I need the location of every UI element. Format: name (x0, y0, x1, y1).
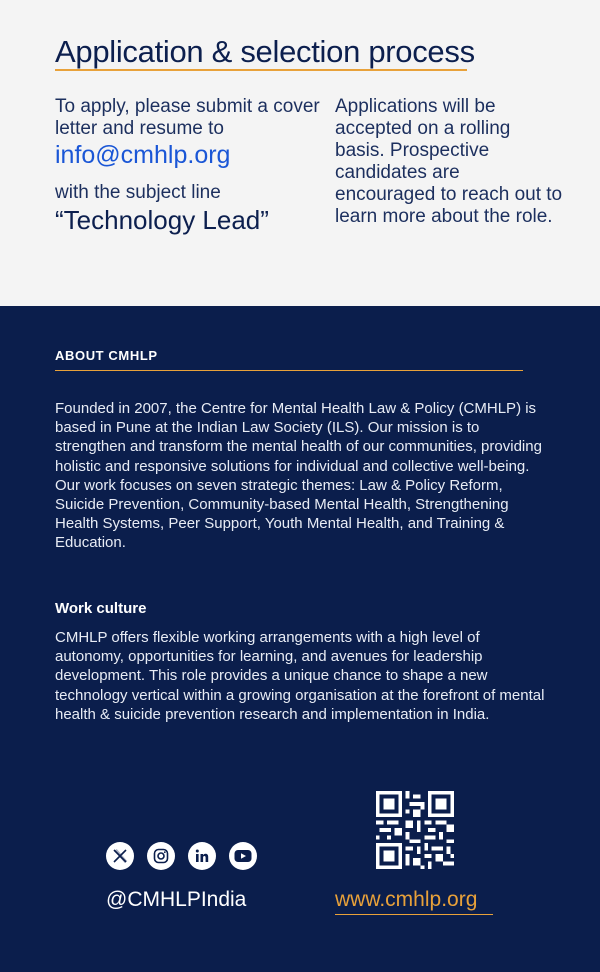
apply-instructions (55, 96, 325, 236)
about-divider (55, 370, 523, 371)
heading-underline (55, 69, 467, 71)
email-link[interactable]: info@cmhlp.org (55, 141, 231, 169)
website-underline (335, 914, 493, 915)
rolling-text: Applications will be accepted on a rolling basis. Prospective candidates are encouraged to reach out to learn more about the role. (335, 96, 563, 227)
instagram-icon[interactable] (147, 842, 175, 870)
website-link[interactable]: www.cmhlp.org (335, 888, 478, 911)
subject-line: “Technology Lead” (55, 205, 269, 235)
x-icon[interactable] (106, 842, 134, 870)
work-culture-text: CMHLP offers flexible working arrangements with a high level of autonomy, opportunities for learning, and avenues for leadership development. This role provides a unique chance to shape a new technology vertical within a growing organisation at the forefront of mental health & suicide prevention research and implementation in India. (55, 629, 545, 723)
about-title: ABOUT CMHLP (55, 348, 158, 363)
work-culture-title: Work culture (55, 600, 147, 617)
about-text: Founded in 2007, the Centre for Mental Health Law & Policy (CMHLP) is based in Pune at the Indian Law Society (ILS). Our mission is to strengthen and transform the mental health of our communities, providing holistic and responsive solutions for individual and collective well-being. Our work focuses on seven strategic themes: Law & Policy Reform, Suicide Prevention, Community-based Mental Health, Strengthening Health Systems, Peer Support, Youth Mental Health, and Training & Education. (55, 400, 542, 552)
social-links (106, 842, 257, 870)
social-handle[interactable]: @CMHLPIndia (106, 888, 247, 911)
youtube-icon[interactable] (229, 842, 257, 870)
application-heading: Application & selection process (55, 34, 475, 69)
apply-text: To apply, please submit a cover letter and resume to (55, 96, 320, 139)
rolling-basis-note (335, 96, 565, 228)
qr-code (376, 791, 454, 869)
about-section (0, 306, 600, 972)
application-section (0, 0, 600, 306)
subject-intro: with the subject line (55, 182, 221, 203)
linkedin-icon[interactable] (188, 842, 216, 870)
